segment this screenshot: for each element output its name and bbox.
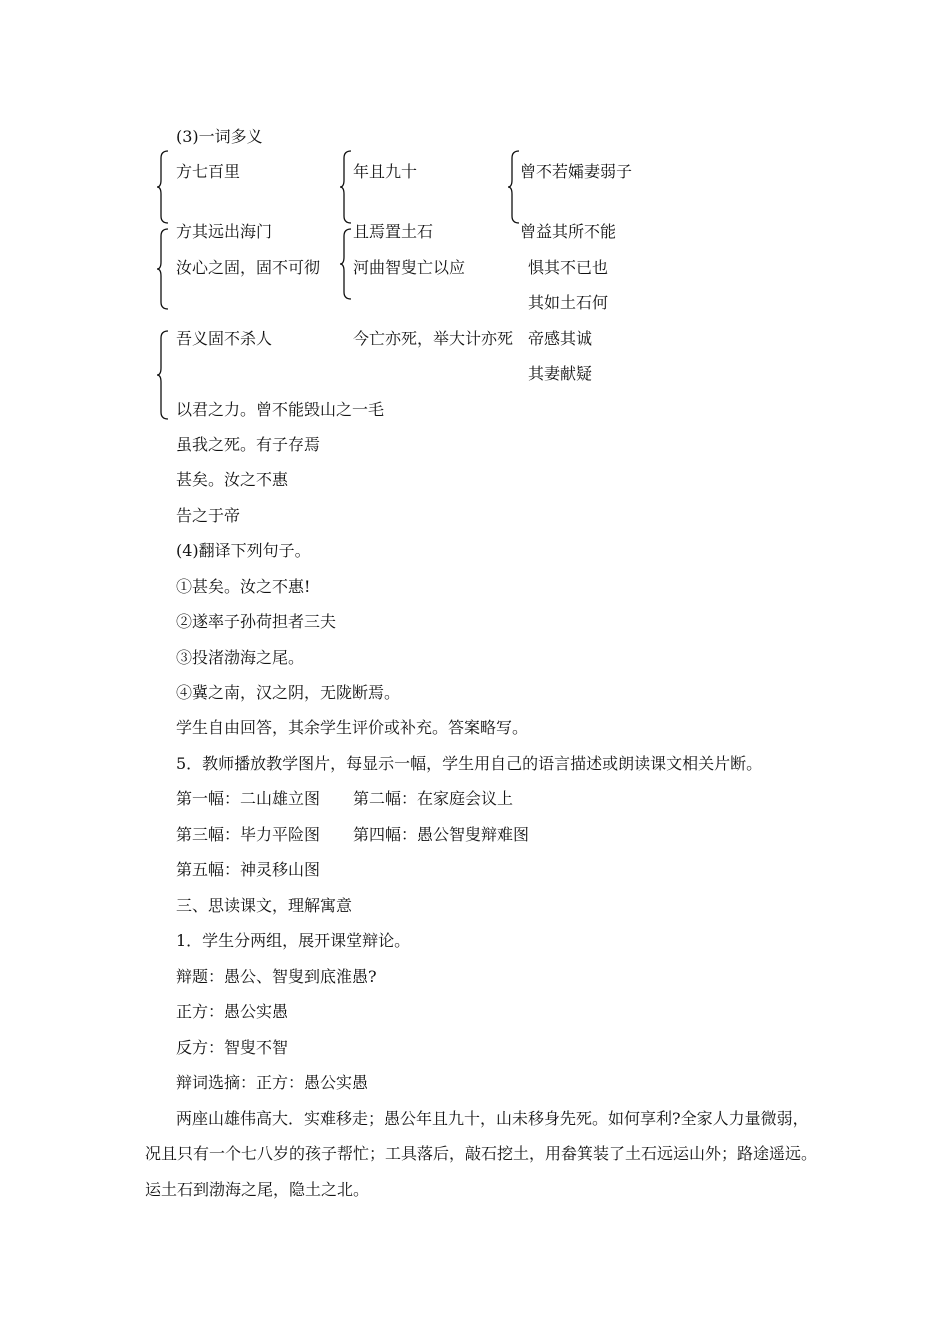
translate-item: ③投渚渤海之尾。 xyxy=(176,648,305,667)
translate-heading: (4)翻译下列句子。 xyxy=(176,541,311,560)
section3-heading: 三、思读课文，理解寓意 xyxy=(176,896,353,915)
section3-step1: 1．学生分两组，展开课堂辩论。 xyxy=(176,931,411,950)
translate-note: 学生自由回答，其余学生评价或补充。答案略写。 xyxy=(176,718,529,737)
polysemy-item: 帝感其诚 xyxy=(528,329,593,348)
paragraph-line: 况且只有一个七八岁的孩子帮忙；工具落后，敲石挖土，用畚箕装了土石远运山外；路途遥远。 xyxy=(145,1144,818,1163)
polysemy-item: 虽我之死。有子存焉 xyxy=(176,435,321,454)
polysemy-item: 河曲智叟亡以应 xyxy=(353,258,466,277)
brace-left-2 xyxy=(156,228,170,310)
brace-right-1 xyxy=(507,150,521,224)
translate-item: ②遂率子孙荷担者三夫 xyxy=(176,612,337,631)
polysemy-item: 其妻献疑 xyxy=(528,364,593,383)
polysemy-heading: (3)一词多义 xyxy=(176,127,263,146)
polysemy-item: 吾义固不杀人 xyxy=(176,329,273,348)
polysemy-item: 曾益其所不能 xyxy=(520,222,617,241)
step5-text: 5．教师播放教学图片，每显示一幅，学生用自己的语言描述或朗读课文相关片断。 xyxy=(176,754,763,773)
translate-item: ④冀之南，汉之阴，无陇断焉。 xyxy=(176,683,401,702)
debate-pro: 正方：愚公实愚 xyxy=(176,1002,289,1021)
polysemy-item: 方七百里 xyxy=(176,162,241,181)
polysemy-item: 且焉置土石 xyxy=(353,222,434,241)
polysemy-item: 今亡亦死，举大计亦死 xyxy=(353,329,514,348)
paragraph-line: 运土石到渤海之尾，隐土之北。 xyxy=(145,1180,370,1199)
brace-left-1 xyxy=(156,150,170,224)
polysemy-item: 其如土石何 xyxy=(528,293,609,312)
debate-topic: 辩题：愚公、智叟到底淮愚? xyxy=(176,967,377,986)
picture-item: 第二幅：在家庭会议上 xyxy=(353,789,514,808)
picture-item: 第一幅：二山雄立图 xyxy=(176,789,321,808)
polysemy-item: 方其远出海门 xyxy=(176,222,273,241)
brace-left-3 xyxy=(156,330,170,420)
polysemy-item: 以君之力。曾不能毁山之一毛 xyxy=(176,400,385,419)
polysemy-item: 曾不若孀妻弱子 xyxy=(520,162,633,181)
polysemy-item: 甚矣。汝之不惠 xyxy=(176,470,289,489)
brace-mid-1 xyxy=(339,150,353,224)
polysemy-item: 年且九十 xyxy=(353,162,418,181)
picture-item: 第五幅：神灵移山图 xyxy=(176,860,321,879)
paragraph-line: 两座山雄伟高大．实难移走；愚公年且九十，山未移身先死。如何享利?全家人力量微弱， xyxy=(176,1109,809,1128)
polysemy-item: 惧其不已也 xyxy=(528,258,609,277)
debate-con: 反方：智叟不智 xyxy=(176,1038,289,1057)
polysemy-item: 汝心之固，固不可彻 xyxy=(176,258,321,277)
polysemy-item: 告之于帝 xyxy=(176,506,241,525)
debate-excerpt-label: 辩词选摘：正方：愚公实愚 xyxy=(176,1073,369,1092)
picture-item: 第四幅：愚公智叟辩难图 xyxy=(353,825,530,844)
picture-item: 第三幅：毕力平险图 xyxy=(176,825,321,844)
translate-item: ①甚矣。汝之不惠! xyxy=(176,577,311,596)
brace-mid-2 xyxy=(339,228,353,300)
